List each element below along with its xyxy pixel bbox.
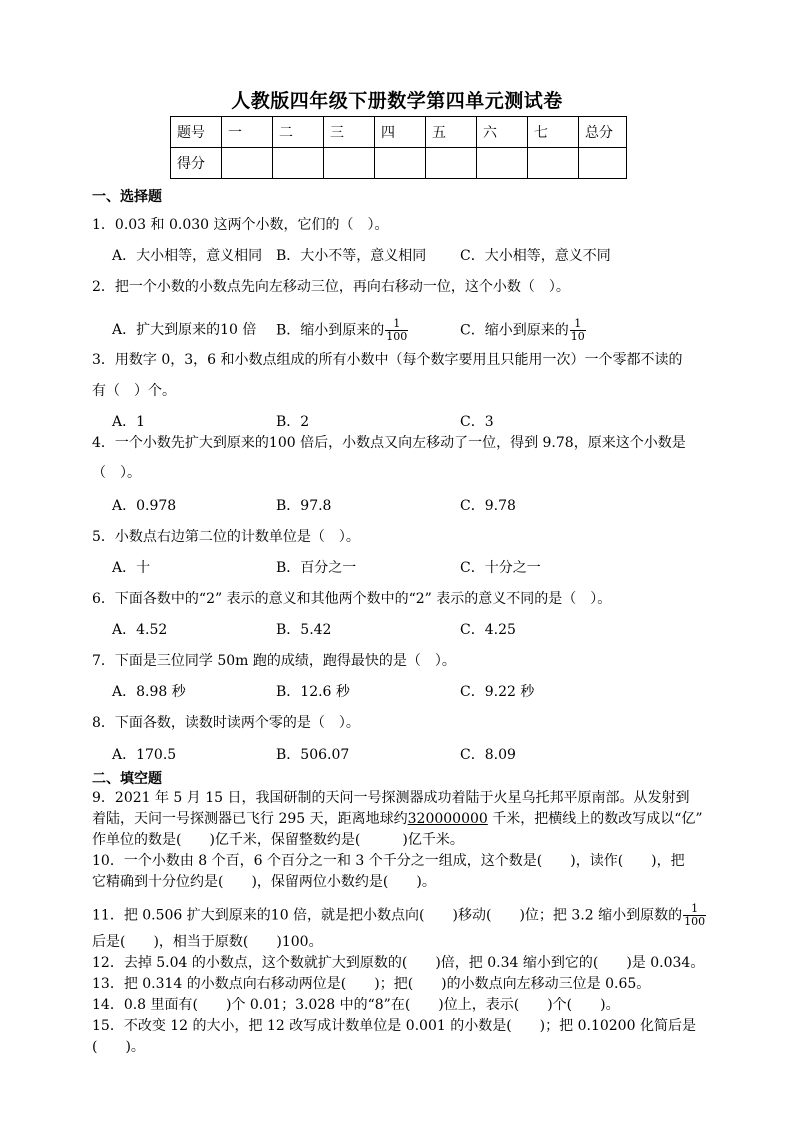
option-c[interactable]: C．大小相等，意义不同 bbox=[460, 248, 611, 264]
option-b[interactable]: B．12.6 秒 bbox=[276, 684, 350, 700]
fraction bbox=[683, 903, 706, 928]
option-c[interactable]: C．9.22 秒 bbox=[460, 684, 535, 700]
section-heading-fill: 二、填空题 bbox=[92, 771, 162, 787]
score-header-cell: 四 bbox=[375, 117, 426, 148]
score-cell[interactable] bbox=[273, 148, 324, 179]
fraction-numerator: 1 bbox=[385, 318, 408, 331]
question-11-text: 11．把 0.506 扩大到原来的10 倍，就是把小数点向( )移动( )位；把 3.2 缩小到原数的 bbox=[92, 907, 683, 924]
fraction-numerator: 1 bbox=[570, 318, 586, 331]
option-b[interactable]: B．2 bbox=[276, 414, 310, 430]
score-cell[interactable] bbox=[426, 148, 477, 179]
question-3-stem: 3．用数字 0，3，6 和小数点组成的所有小数中（每个数字要用且只能用一次）一个零都不读的 bbox=[92, 352, 683, 368]
fraction-denominator: 100 bbox=[386, 330, 408, 343]
question-14: 14．0.8 里面有( )个 0.01；3.028 中的“8”在( )位上，表示( )个( )。 bbox=[92, 997, 620, 1013]
question-10-line-1: 10．一个小数由 8 个百，6 个百分之一和 3 个千分之一组成，这个数是( )，读作( )，把 bbox=[92, 853, 685, 869]
option-a[interactable]: A．170.5 bbox=[112, 747, 177, 763]
fraction bbox=[570, 318, 586, 343]
option-b-text: B．缩小到原来的 bbox=[276, 322, 385, 339]
score-header-cell: 总分 bbox=[579, 117, 627, 148]
option-b[interactable]: B．大小不等，意义相同 bbox=[276, 248, 427, 264]
option-b[interactable]: B．506.07 bbox=[276, 747, 350, 763]
option-c-text: C．缩小到原来的 bbox=[460, 322, 569, 339]
option-a[interactable]: A．扩大到原来的10 倍 bbox=[112, 322, 257, 338]
option-b[interactable]: B．百分之一 bbox=[276, 560, 357, 576]
score-table bbox=[170, 116, 627, 179]
question-15-line-1: 15．不改变 12 的大小，把 12 改写成计数单位是 0.001 的小数是( )；把 0.10200 化简后是 bbox=[92, 1018, 696, 1034]
question-3-stem-cont: 有（ ）个。 bbox=[92, 383, 176, 399]
score-cell[interactable] bbox=[579, 148, 627, 179]
page-title: 人教版四年级下册数学第四单元测试卷 bbox=[231, 90, 563, 112]
option-c[interactable] bbox=[460, 318, 586, 343]
fraction bbox=[385, 318, 408, 343]
score-table-header-row bbox=[171, 117, 627, 148]
fraction-denominator: 100 bbox=[684, 915, 706, 928]
option-a[interactable]: A．大小相等，意义相同 bbox=[112, 248, 263, 264]
question-13: 13．把 0.314 的小数点向右移动两位是( )；把( )的小数点向左移动三位是 0.65。 bbox=[92, 976, 651, 992]
question-6-stem: 6．下面各数中的“2” 表示的意义和其他两个数中的“2” 表示的意义不同的是（ ）。 bbox=[92, 591, 612, 607]
question-8-stem: 8．下面各数，读数时读两个零的是（ ）。 bbox=[92, 715, 360, 731]
underlined-number: 320000000 bbox=[407, 811, 488, 827]
score-cell[interactable] bbox=[222, 148, 273, 179]
question-15-line-2: ( )。 bbox=[92, 1039, 145, 1055]
score-header-cell: 题号 bbox=[171, 117, 222, 148]
question-9-line-3: 作单位的数是( )亿千米，保留整数约是( )亿千米。 bbox=[92, 832, 464, 848]
score-header-cell: 五 bbox=[426, 117, 477, 148]
question-7-stem: 7．下面是三位同学 50m 跑的成绩，跑得最快的是（ ）。 bbox=[92, 653, 456, 669]
score-header-cell: 二 bbox=[273, 117, 324, 148]
option-a[interactable]: A．0.978 bbox=[112, 498, 177, 514]
score-cell[interactable] bbox=[324, 148, 375, 179]
question-9-line-1: 9．2021 年 5 月 15 日，我国研制的天问一号探测器成功着陆于火星乌托邦平原南部。从发射到 bbox=[92, 790, 690, 806]
question-4-stem: 4．一个小数先扩大到原来的100 倍后，小数点又向左移动了一位，得到 9.78，原来这个小数是 bbox=[92, 435, 686, 451]
option-c[interactable]: C．十分之一 bbox=[460, 560, 541, 576]
option-a[interactable]: A．4.52 bbox=[112, 622, 168, 638]
score-cell[interactable] bbox=[477, 148, 528, 179]
section-heading-choice: 一、选择题 bbox=[92, 189, 162, 205]
score-header-cell: 六 bbox=[477, 117, 528, 148]
option-a[interactable]: A．1 bbox=[112, 414, 146, 430]
option-c[interactable]: C．9.78 bbox=[460, 498, 516, 514]
score-header-cell: 一 bbox=[222, 117, 273, 148]
option-b[interactable]: B．97.8 bbox=[276, 498, 332, 514]
question-2-stem: 2．把一个小数的小数点先向左移动三位，再向右移动一位，这个小数（ ）。 bbox=[92, 279, 570, 295]
question-9-text-a: 着陆，天问一号探测器已飞行 295 天，距离地球约 bbox=[92, 811, 408, 827]
question-10-line-2: 它精确到十分位约是( )，保留两位小数约是( )。 bbox=[92, 874, 436, 890]
fraction-denominator: 10 bbox=[570, 330, 585, 343]
question-1-stem: 1．0.03 和 0.030 这两个小数，它们的（ ）。 bbox=[92, 217, 389, 233]
score-header-cell: 七 bbox=[528, 117, 579, 148]
option-b[interactable]: B．5.42 bbox=[276, 622, 332, 638]
option-c[interactable]: C．3 bbox=[460, 414, 494, 430]
score-row-label: 得分 bbox=[171, 148, 222, 179]
question-4-stem-cont: （ ）。 bbox=[92, 465, 141, 481]
question-9-text-b: 千米，把横线上的数改写成以“亿” bbox=[487, 811, 703, 827]
score-header-cell: 三 bbox=[324, 117, 375, 148]
score-table-score-row bbox=[171, 148, 627, 179]
option-a[interactable]: A．十 bbox=[112, 560, 151, 576]
fraction-numerator: 1 bbox=[683, 903, 706, 916]
option-c[interactable]: C．4.25 bbox=[460, 622, 516, 638]
score-cell[interactable] bbox=[375, 148, 426, 179]
option-a[interactable]: A．8.98 秒 bbox=[112, 684, 186, 700]
score-cell[interactable] bbox=[528, 148, 579, 179]
question-11-line-2: 后是( )，相当于原数( )100。 bbox=[92, 934, 323, 950]
option-c[interactable]: C．8.09 bbox=[460, 747, 516, 763]
question-11-line-1 bbox=[92, 903, 706, 928]
option-b[interactable] bbox=[276, 318, 408, 343]
question-12: 12．去掉 5.04 的小数点，这个数就扩大到原数的( )倍，把 0.34 缩小到它的( )是 0.034。 bbox=[92, 955, 705, 971]
question-5-stem: 5．小数点右边第二位的计数单位是（ ）。 bbox=[92, 529, 360, 545]
